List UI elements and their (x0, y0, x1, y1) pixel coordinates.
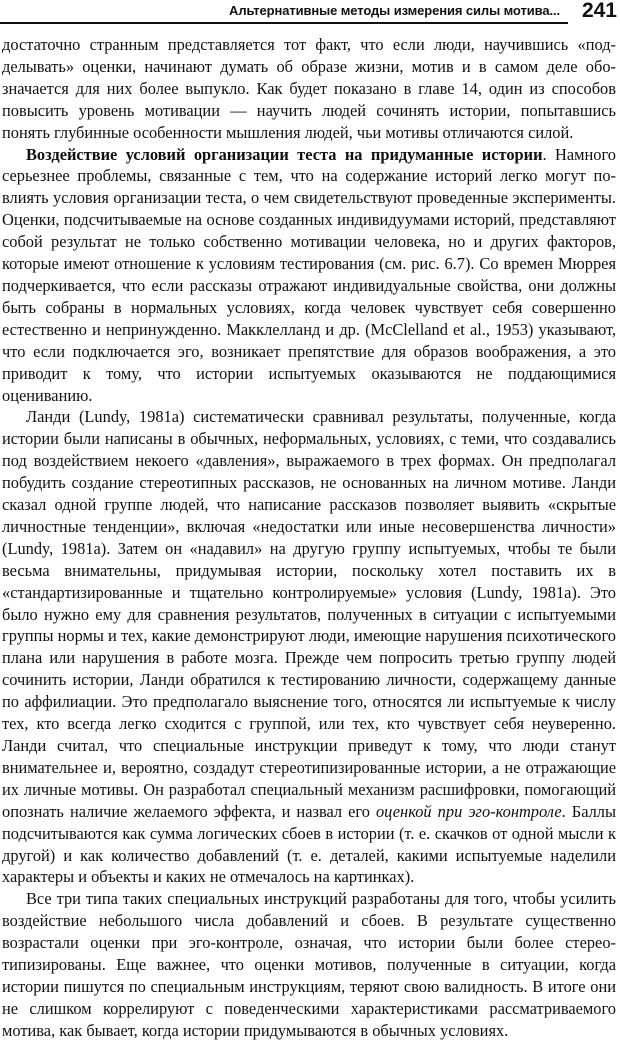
body-text (2, 34, 616, 1042)
page-number: 241 (581, 0, 617, 22)
paragraph-3 (2, 406, 616, 888)
paragraph-1: достаточно странным представляется тот факт, что если люди, научившись «подделывать» оценки, начинают думать об образе жизни, мотив и в самом деле обозначается для них более выпукло. Как будет показано в главе 14, один из способов повысить уровень мотивации — научить людей сочинять истории, попытавшись понять глубинные особенности мышления людей, чьи мотивы отличаются силой. (2, 35, 616, 142)
paragraph-2-text: . Намного серьезнее проблемы, связанные с тем, что на содержание историй легко могут повлиять условия организации теста, о чем свидетельствуют проведенные эксперименты. Оценки, подсчитываемые на основе созданных индивидуумами историй, представляют собой результат не только собственно мотивации человека, но и других факторов, которые имеют отношение к условиям тестирования (см. рис. 6.7). Со времен Мюррея подчеркивается, что если рассказы отражают индивидуальные свойства, они должны быть собраны в нормальных условиях, когда человек чувствует себя совершенно естественно и непринужденно. Макклелланд и др. (McClelland et al., 1953) указывают, что если подключается эго, возникает препятствие для образов воображения, а это приводит к тому, что истории испытуемых оказываются не поддающимися оцениванию. (2, 144, 616, 405)
header-rule (0, 22, 568, 24)
section-heading: Воздействие условий организации теста на придуманные истории (26, 144, 543, 164)
paragraph-3-text-after: . Баллы подсчитываются как сумма логических сбоев в истории (т. е. скачков от одной мысли к другой) и как количество добавлений (т. е. деталей, какими испытуемые наделили характеры и объекты и каких не отмечалось на картинках). (2, 801, 616, 887)
paragraph-4: Все три типа таких специальных инструкций разработаны для того, чтобы усилить воздействие небольшого числа добавлений и сбоев. В результате существенно возрастали оценки при эго-контроле, означая, что истории были более стереотипизированы. Еще важнее, что оценки мотивов, полученные в ситуации, когда истории пишутся по специальным инструкциям, теряют свою валидность. В итоге они не слишком коррелируют с поведенческими характеристиками рассматриваемого мотива, как бывает, когда истории придумываются в обычных условиях. (2, 889, 616, 1040)
paragraph-2 (2, 144, 616, 407)
ego-control-term: оценкой при эго-контроле (375, 801, 562, 821)
running-title: Альтернативные методы измерения силы мотива... (229, 3, 560, 18)
running-header (0, 0, 620, 26)
paragraph-3-text-before: Ланди (Lundy, 1981a) систематически сравнивал результаты, полученные, когда истории были написаны в обычных, неформальных, условиях, с теми, что создавались под воздействием некоего «давления», выражаемого в трех формах. Он предполагал побудить создание стереотипных рассказов, не основанных на личном мотиве. Ланди сказал одной группе людей, что написание рассказов позволяет выявить «скрытые личностные тенденции», включая «недостатки или иные несовершенства личности» (Lundy, 1981a). Затем он «надавил» на другую группу испытуемых, чтобы те были весьма внимательны, придумывая истории, поскольку хотел поставить их в «стандартизированные и тщательно контролируемые» условия (Lundy, 1981a). Это было нужно ему для сравнения результатов, полученных в ситуации с испытуемыми группы нормы и тех, какие демонстрируют люди, имеющие нарушения психотического плана или нарушения в работе мозга. Прежде чем попросить третью группу людей сочинить истории, Ланди обратился к тестированию личности, содержащему данные по аффилиации. Это предполагало выяснение того, относятся ли испытуемые к числу тех, кто всегда легко сходится с группой, или тех, кто чувствует себя неуверенно. Ланди считал, что специальные инструкции приведут к тому, что люди станут внимательнее и, вероятно, создадут стереотипизированные истории, а не отражающие их личные мотивы. Он разработал специальный механизм расшифровки, помогающий опознать наличие желаемого эффекта, и назвал его (2, 407, 616, 821)
